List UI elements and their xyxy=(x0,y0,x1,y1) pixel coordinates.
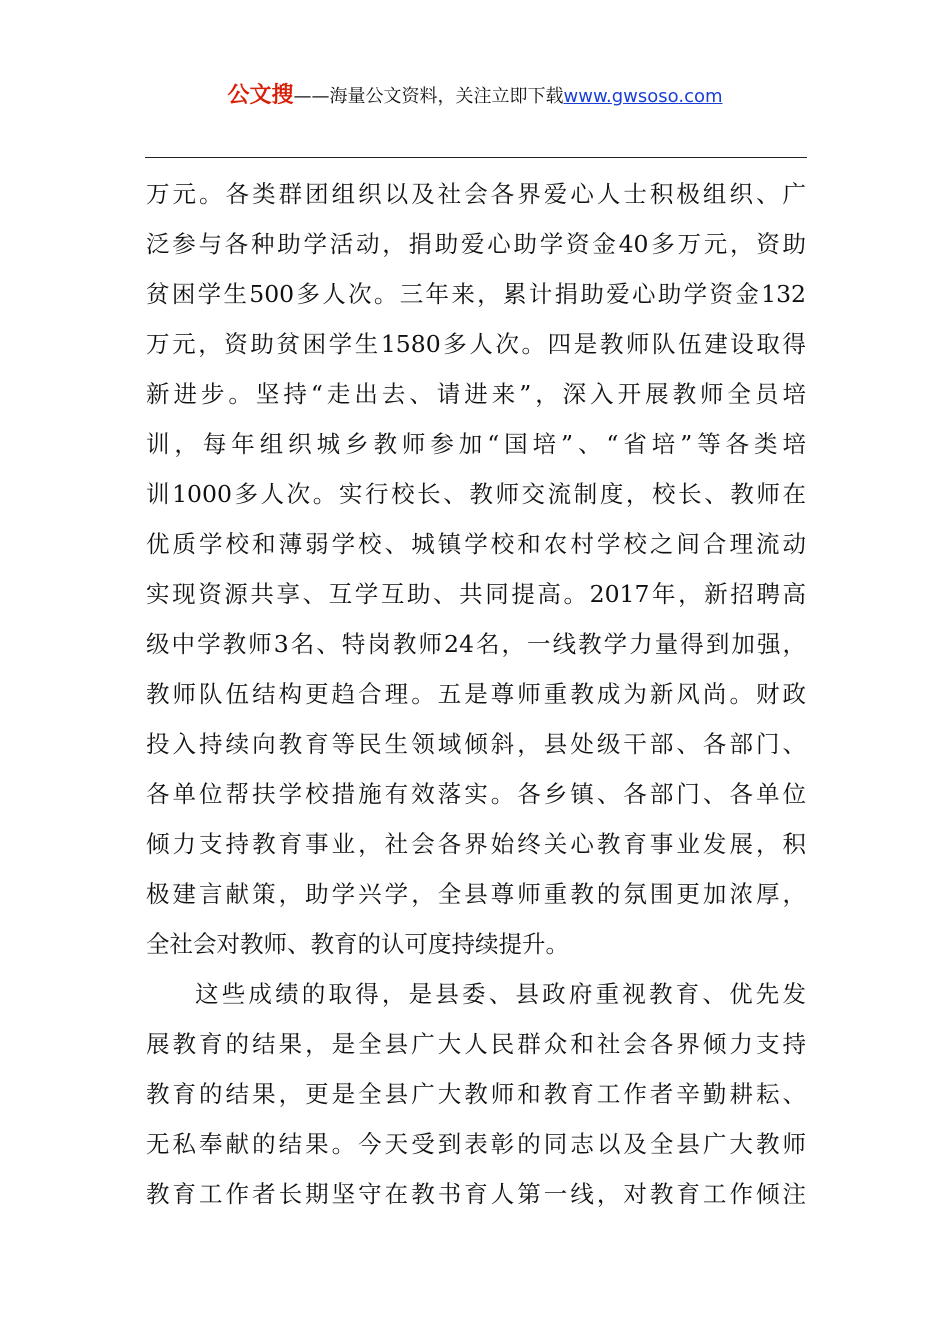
header-tagline: ——海量公文资料，关注立即下载 xyxy=(293,86,564,107)
text-line: 实现资源共享、互学互助、共同提高。2017年，新招聘高 xyxy=(146,580,806,608)
text-line: 教育工作者长期坚守在教书育人第一线，对教育工作倾注 xyxy=(146,1180,806,1208)
header-divider xyxy=(145,157,807,158)
text-line: 无私奉献的结果。今天受到表彰的同志以及全县广大教师 xyxy=(146,1130,806,1158)
website-link[interactable]: www.gwsoso.com xyxy=(563,86,723,107)
text-line: 新进步。坚持“走出去、请进来”，深入开展教师全员培 xyxy=(146,380,806,408)
text-line: 各单位帮扶学校措施有效落实。各乡镇、各部门、各单位 xyxy=(146,780,806,808)
paragraph-2 xyxy=(146,969,806,1219)
text-line: 倾力支持教育事业，社会各界始终关心教育事业发展，积 xyxy=(146,830,806,858)
text-line: 级中学教师3名、特岗教师24名，一线教学力量得到加强， xyxy=(146,630,806,658)
text-line: 训1000多人次。实行校长、教师交流制度，校长、教师在 xyxy=(146,480,806,508)
text-line: 全社会对教师、教育的认可度持续提升。 xyxy=(146,930,569,958)
text-line: 万元，资助贫困学生1580多人次。四是教师队伍建设取得 xyxy=(146,330,806,358)
page-header xyxy=(0,82,950,111)
paragraph-1 xyxy=(146,169,806,969)
document-body xyxy=(146,169,806,1219)
text-line: 教育的结果，更是全县广大教师和教育工作者辛勤耕耘、 xyxy=(146,1080,806,1108)
text-line: 极建言献策，助学兴学，全县尊师重教的氛围更加浓厚， xyxy=(146,880,806,908)
text-line: 展教育的结果，是全县广大人民群众和社会各界倾力支持 xyxy=(146,1030,806,1058)
text-line: 泛参与各种助学活动，捐助爱心助学资金40多万元，资助 xyxy=(146,230,806,258)
text-line: 贫困学生500多人次。三年来，累计捐助爱心助学资金132 xyxy=(146,280,806,308)
text-line: 训，每年组织城乡教师参加“国培”、“省培”等各类培 xyxy=(146,430,806,458)
text-line: 教师队伍结构更趋合理。五是尊师重教成为新风尚。财政 xyxy=(146,680,806,708)
text-line: 万元。各类群团组织以及社会各界爱心人士积极组织、广 xyxy=(146,180,806,208)
text-line: 投入持续向教育等民生领域倾斜，县处级干部、各部门、 xyxy=(146,730,806,758)
text-line: 优质学校和薄弱学校、城镇学校和农村学校之间合理流动 xyxy=(146,530,806,558)
text-line: 这些成绩的取得，是县委、县政府重视教育、优先发 xyxy=(195,980,806,1008)
brand-logo-text: 公文搜 xyxy=(227,83,294,108)
